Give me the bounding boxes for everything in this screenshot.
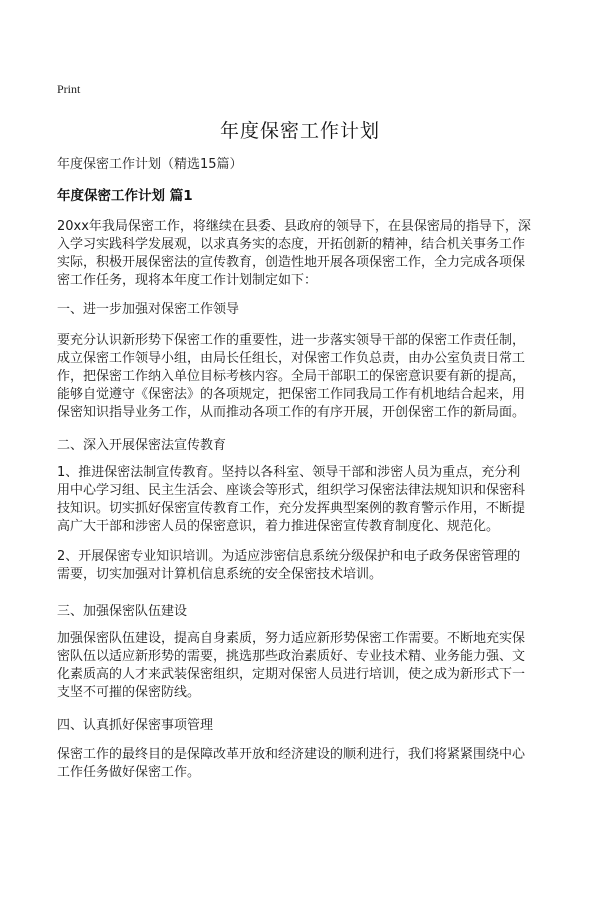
- text-line: 20xx年我局保密工作，将继续在县委、县政府的领导下，在县保密局的指导下，深: [57, 219, 531, 234]
- text-line: 实际，积极开展保密法的宣传教育，创造性地开展各项保密工作，全力完成各项保: [57, 255, 526, 270]
- text-line: 高广大干部和涉密人员的保密意识，着力推进保密宣传教育制度化、规范化。: [57, 519, 500, 534]
- text-line: 密工作任务，现将本年度工作计划制定如下：: [57, 273, 318, 288]
- heading-1: 一、进一步加强对保密工作领导: [57, 302, 240, 317]
- text-line: 工作任务做好保密工作。: [57, 765, 201, 780]
- text-line: 技知识。切实抓好保密宣传教育工作，充分发挥典型案例的教育警示作用，不断提: [57, 501, 526, 516]
- text-line: 密队伍以适应新形势的需要，挑选那些政治素质好、专业技术精、业务能力强、文: [57, 649, 526, 664]
- text-line: 支坚不可摧的保密防线。: [57, 685, 201, 700]
- paragraph-2b: [57, 548, 547, 584]
- text-line: 需要，切实加强对计算机信息系统的安全保密技术培训。: [57, 567, 383, 582]
- print-label[interactable]: Print: [57, 82, 81, 96]
- text-line: 1、推进保密法制宣传教育。坚持以各科室、领导干部和涉密人员为重点，充分利: [57, 465, 521, 480]
- text-line: 2、开展保密专业知识培训。为适应涉密信息系统分级保护和电子政务保密管理的: [57, 549, 521, 564]
- text-line: 成立保密工作领导小组，由局长任组长，对保密工作负总责，由办公室负责日常工: [57, 351, 526, 366]
- text-line: 保密工作的最终目的是保障改革开放和经济建设的顺利进行，我们将紧紧围绕中心: [57, 747, 526, 762]
- text-line: 加强保密队伍建设，提高自身素质，努力适应新形势保密工作需要。不断地充实保: [57, 631, 526, 646]
- text-line: 用中心学习组、民主生活会、座谈会等形式，组织学习保密法律法规知识和保密科: [57, 483, 526, 498]
- paragraph-4: [57, 746, 547, 782]
- text-line: 作，把保密工作纳入单位目标考核内容。全局干部职工的保密意识要有新的提高，: [57, 369, 526, 384]
- paragraph-1: [57, 332, 547, 422]
- text-line: 入学习实践科学发展观，以求真务实的态度，开拓创新的精神，结合机关事务工作: [57, 237, 526, 252]
- text-line: 化素质高的人才来武装保密组织，定期对保密人员进行培训，使之成为新形式下一: [57, 667, 526, 682]
- heading-2: 二、深入开展保密法宣传教育: [57, 438, 227, 453]
- document-title: 年度保密工作计划: [219, 120, 380, 142]
- text-line: 能够自觉遵守《保密法》的各项规定，把保密工作同我局工作有机地结合起来，用: [57, 387, 526, 402]
- heading-4: 四、认真抓好保密事项管理: [57, 718, 214, 733]
- intro-paragraph: [57, 218, 547, 290]
- paragraph-2a: [57, 464, 547, 536]
- section-title: 年度保密工作计划 篇1: [57, 188, 193, 204]
- document-subtitle: 年度保密工作计划（精选15篇）: [57, 157, 243, 172]
- text-line: 保密知识指导业务工作，从而推动各项工作的有序开展，开创保密工作的新局面。: [57, 405, 526, 420]
- heading-3: 三、加强保密队伍建设: [57, 604, 188, 619]
- paragraph-3: [57, 630, 547, 702]
- text-line: 要充分认识新形势下保密工作的重要性，进一步落实领导干部的保密工作责任制，: [57, 333, 526, 348]
